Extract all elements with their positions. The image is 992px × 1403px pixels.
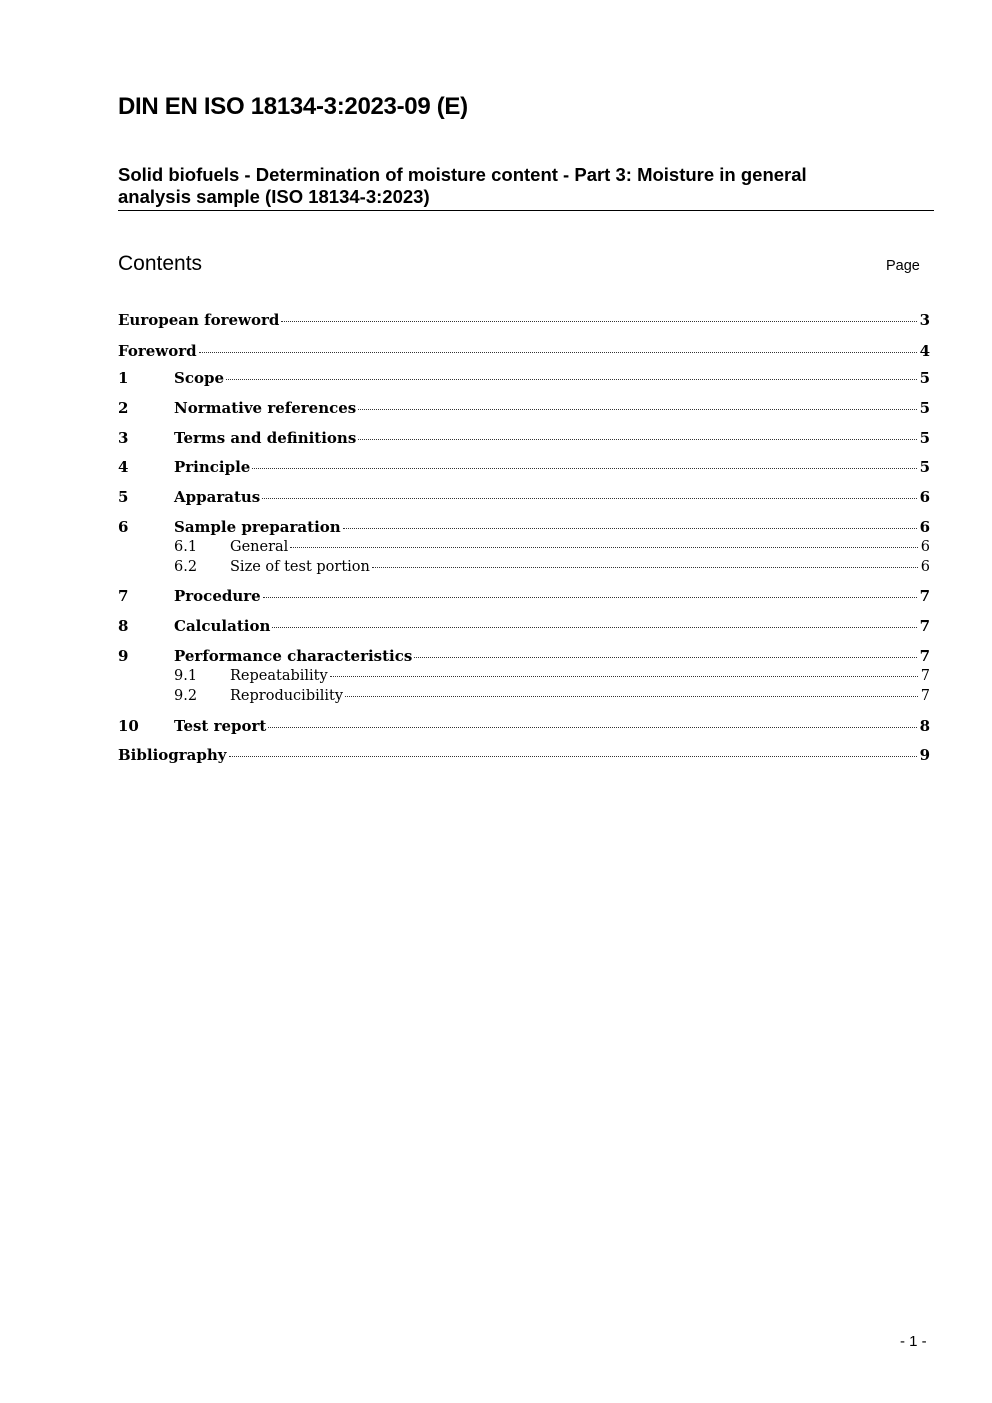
toc-entry-number: 2 bbox=[118, 399, 129, 417]
toc-entry-page: 7 bbox=[920, 688, 930, 704]
page-number: - 1 - bbox=[900, 1333, 927, 1350]
toc-dot-leader bbox=[229, 756, 917, 757]
toc-dot-leader bbox=[262, 498, 916, 499]
toc-dot-leader bbox=[358, 409, 916, 410]
toc-entry-european-foreword[interactable] bbox=[118, 311, 930, 329]
toc-entry-number: 7 bbox=[118, 587, 129, 605]
toc-entry-label: Terms and definitions bbox=[174, 429, 357, 447]
toc-subentry-repeatability[interactable] bbox=[118, 667, 930, 685]
toc-subentry-reproducibility[interactable] bbox=[118, 687, 930, 705]
toc-dot-leader bbox=[414, 657, 916, 658]
toc-entry-page: 7 bbox=[919, 617, 930, 635]
toc-entry-page: 7 bbox=[920, 668, 930, 684]
toc-entry-normative-references[interactable] bbox=[118, 399, 930, 417]
toc-entry-label: General bbox=[230, 539, 289, 555]
toc-dot-leader bbox=[290, 547, 917, 548]
toc-entry-number: 6 bbox=[118, 518, 129, 536]
toc-entry-number: 6.1 bbox=[174, 539, 198, 555]
toc-subentry-size-of-test-portion[interactable] bbox=[118, 558, 930, 576]
subtitle-line-1: Solid biofuels - Determination of moisture content - Part 3: Moisture in general bbox=[118, 164, 807, 185]
toc-entry-number: 9.2 bbox=[174, 688, 198, 704]
toc-entry-number: 6.2 bbox=[174, 559, 198, 575]
toc-entry-label: Bibliography bbox=[118, 746, 227, 764]
toc-entry-page: 6 bbox=[919, 518, 930, 536]
toc-entry-performance-characteristics[interactable] bbox=[118, 647, 930, 665]
toc-dot-leader bbox=[281, 321, 916, 322]
toc-dot-leader bbox=[252, 468, 916, 469]
toc-entry-number: 9 bbox=[118, 647, 129, 665]
toc-entry-page: 4 bbox=[919, 342, 930, 360]
toc-entry-label: Scope bbox=[174, 369, 225, 387]
toc-entry-calculation[interactable] bbox=[118, 617, 930, 635]
toc-entry-apparatus[interactable] bbox=[118, 488, 930, 506]
toc-entry-page: 5 bbox=[919, 458, 930, 476]
toc-entry-page: 9 bbox=[919, 746, 930, 764]
toc-entry-label: Apparatus bbox=[174, 488, 261, 506]
toc-entry-procedure[interactable] bbox=[118, 587, 930, 605]
toc-entry-terms-and-definitions[interactable] bbox=[118, 429, 930, 447]
toc-entry-number: 1 bbox=[118, 369, 129, 387]
toc-entry-number: 10 bbox=[118, 717, 139, 735]
toc-entry-page: 5 bbox=[919, 429, 930, 447]
subtitle-divider bbox=[118, 210, 934, 211]
toc-entry-page: 7 bbox=[919, 647, 930, 665]
toc-entry-label: Repeatability bbox=[230, 668, 328, 684]
toc-entry-label: Normative references bbox=[174, 399, 357, 417]
toc-dot-leader bbox=[372, 567, 918, 568]
toc-entry-number: 5 bbox=[118, 488, 129, 506]
toc-entry-label: Foreword bbox=[118, 342, 197, 360]
toc-dot-leader bbox=[199, 352, 917, 353]
toc-entry-sample-preparation[interactable] bbox=[118, 518, 930, 536]
page-column-heading: Page bbox=[886, 258, 920, 274]
toc-dot-leader bbox=[263, 597, 917, 598]
toc-dot-leader bbox=[330, 676, 918, 677]
toc-entry-scope[interactable] bbox=[118, 369, 930, 387]
toc-entry-label: Reproducibility bbox=[230, 688, 344, 704]
toc-entry-test-report[interactable] bbox=[118, 717, 930, 735]
toc-dot-leader bbox=[343, 528, 917, 529]
toc-subentry-general[interactable] bbox=[118, 538, 930, 556]
toc-entry-page: 6 bbox=[919, 488, 930, 506]
toc-entry-page: 5 bbox=[919, 369, 930, 387]
document-subtitle bbox=[118, 164, 918, 208]
toc-entry-label: Principle bbox=[174, 458, 251, 476]
toc-entry-label: Procedure bbox=[174, 587, 261, 605]
toc-entry-page: 3 bbox=[919, 311, 930, 329]
toc-entry-number: 3 bbox=[118, 429, 129, 447]
toc-entry-label: Performance characteristics bbox=[174, 647, 413, 665]
toc-entry-page: 6 bbox=[920, 539, 930, 555]
toc-entry-foreword[interactable] bbox=[118, 342, 930, 360]
toc-dot-leader bbox=[226, 379, 917, 380]
toc-dot-leader bbox=[272, 627, 916, 628]
toc-entry-page: 8 bbox=[919, 717, 930, 735]
toc-entry-label: Sample preparation bbox=[174, 518, 341, 536]
toc-dot-leader bbox=[268, 727, 916, 728]
toc-entry-number: 9.1 bbox=[174, 668, 198, 684]
toc-entry-principle[interactable] bbox=[118, 458, 930, 476]
subtitle-line-2: analysis sample (ISO 18134-3:2023) bbox=[118, 186, 430, 207]
toc-entry-number: 4 bbox=[118, 458, 129, 476]
contents-heading: Contents bbox=[118, 252, 203, 275]
toc-entry-page: 5 bbox=[919, 399, 930, 417]
toc-entry-label: Size of test portion bbox=[230, 559, 370, 575]
toc-entry-label: Calculation bbox=[174, 617, 271, 635]
toc-entry-bibliography[interactable] bbox=[118, 746, 930, 764]
document-title: DIN EN ISO 18134-3:2023-09 (E) bbox=[118, 93, 468, 120]
toc-entry-label: European foreword bbox=[118, 311, 280, 329]
toc-entry-page: 6 bbox=[920, 559, 930, 575]
toc-entry-number: 8 bbox=[118, 617, 129, 635]
toc-entry-label: Test report bbox=[174, 717, 267, 735]
toc-entry-page: 7 bbox=[919, 587, 930, 605]
toc-dot-leader bbox=[358, 439, 916, 440]
toc-dot-leader bbox=[345, 696, 918, 697]
